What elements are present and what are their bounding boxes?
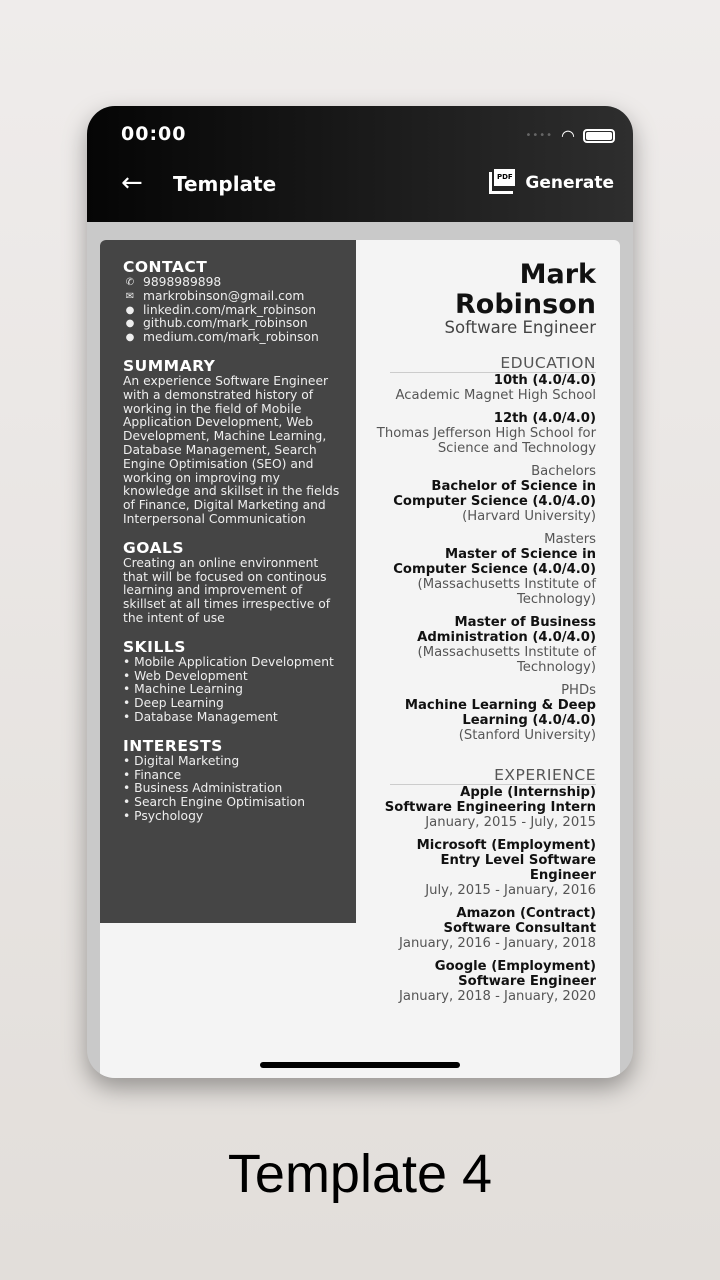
contact-heading: CONTACT bbox=[123, 258, 208, 276]
home-indicator bbox=[260, 1062, 460, 1068]
medium-icon: ● bbox=[125, 332, 135, 344]
education-entry bbox=[370, 532, 596, 607]
contact-text: medium.com/mark_robinson bbox=[143, 330, 319, 345]
education-degree: 10th (4.0/4.0) bbox=[493, 373, 596, 388]
experience-entry bbox=[370, 838, 596, 898]
experience-dates: January, 2016 - January, 2018 bbox=[398, 936, 596, 951]
signal-icon: •••• bbox=[525, 130, 554, 141]
experience-title: Software Engineering Intern bbox=[384, 800, 596, 815]
education-school: (Harvard University) bbox=[462, 509, 596, 524]
education-entry bbox=[370, 615, 596, 675]
experience-company: Microsoft (Employment) bbox=[416, 838, 596, 853]
experience-dates: July, 2015 - January, 2016 bbox=[425, 883, 596, 898]
generate-button[interactable] bbox=[489, 172, 614, 194]
goals-text: Creating an online environment that will be focused on continous learning and improvement of skillset at all times irrespective of the intent of use bbox=[123, 555, 331, 625]
generate-label: Generate bbox=[525, 173, 614, 193]
education-school: Academic Magnet High School bbox=[395, 388, 596, 403]
experience-title: Entry Level Software Engineer bbox=[440, 853, 596, 883]
skill-item: • Deep Learning bbox=[123, 696, 224, 711]
interest-item: • Finance bbox=[123, 767, 182, 782]
education-entry bbox=[370, 464, 596, 524]
education-degree: Machine Learning & Deep Learning (4.0/4.0) bbox=[404, 698, 596, 728]
interest-item: • Search Engine Optimisation bbox=[123, 795, 305, 810]
contact-text: linkedin.com/mark_robinson bbox=[143, 302, 317, 317]
resume-sidebar bbox=[100, 240, 356, 923]
contact-item bbox=[123, 290, 342, 304]
experience-entry bbox=[370, 959, 596, 1004]
contact-text: github.com/mark_robinson bbox=[143, 316, 308, 331]
resume-preview bbox=[100, 240, 620, 1078]
summary-text: An experience Software Engineer with a demonstrated history of working in the field of Mobile Application Development, Web Development, Machine Learning, Database Management, Search Engine Optimisation (SEO) and working on improving my knowledge and skillset in the fields of Finance, Digital Marketing and Interpersonal Communication bbox=[123, 373, 340, 526]
contact-item bbox=[123, 331, 342, 345]
contact-item bbox=[123, 276, 342, 290]
skills-heading: SKILLS bbox=[123, 637, 186, 656]
contact-text: markrobinson@gmail.com bbox=[143, 288, 305, 303]
last-name: Robinson bbox=[455, 289, 596, 320]
app-bar bbox=[87, 106, 633, 222]
first-name: Mark bbox=[519, 259, 596, 290]
status-time: 00:00 bbox=[121, 123, 187, 145]
template-caption: Template 4 bbox=[227, 1144, 493, 1204]
experience-company: Apple (Internship) bbox=[460, 785, 596, 800]
battery-icon bbox=[583, 129, 615, 143]
education-heading: EDUCATION bbox=[390, 355, 596, 373]
experience-dates: January, 2018 - January, 2020 bbox=[398, 989, 596, 1004]
pdf-icon: PDF bbox=[489, 172, 513, 194]
education-degree: Bachelor of Science in Computer Science (4.0/4.0) bbox=[393, 479, 596, 509]
skill-item: • Web Development bbox=[123, 668, 248, 683]
experience-dates: January, 2015 - July, 2015 bbox=[425, 815, 596, 830]
contact-text: 9898989898 bbox=[143, 275, 222, 289]
education-group: Bachelors bbox=[531, 464, 596, 479]
back-arrow-icon[interactable]: ← bbox=[121, 168, 143, 198]
skill-item: • Database Management bbox=[123, 709, 278, 724]
education-group: Masters bbox=[544, 532, 596, 547]
education-degree: Master of Science in Computer Science (4.0/4.0) bbox=[393, 547, 596, 577]
education-entry bbox=[370, 373, 596, 403]
job-role: Software Engineer bbox=[444, 318, 596, 337]
linkedin-icon: ● bbox=[125, 304, 135, 316]
contact-item bbox=[123, 317, 342, 331]
interest-item: • Business Administration bbox=[123, 781, 283, 796]
experience-title: Software Engineer bbox=[458, 974, 596, 989]
github-icon: ● bbox=[125, 318, 135, 330]
phone-icon: ✆ bbox=[125, 277, 135, 288]
resume-main bbox=[356, 240, 620, 1004]
goals-heading: GOALS bbox=[123, 538, 185, 557]
education-school: (Massachusetts Institute of Technology) bbox=[417, 645, 596, 675]
interest-item: • Digital Marketing bbox=[123, 753, 240, 768]
education-entry bbox=[370, 683, 596, 743]
education-degree: Master of Business Administration (4.0/4.0) bbox=[417, 615, 596, 645]
experience-heading: EXPERIENCE bbox=[390, 767, 596, 785]
experience-title: Software Consultant bbox=[443, 921, 596, 936]
education-entry bbox=[370, 411, 596, 456]
skill-item: • Mobile Application Development bbox=[123, 654, 334, 669]
skill-item: • Machine Learning bbox=[123, 682, 243, 697]
interests-heading: INTERESTS bbox=[123, 736, 223, 755]
wifi-icon: ◠ bbox=[561, 126, 575, 145]
page-title: Template bbox=[173, 172, 277, 196]
education-school: (Massachusetts Institute of Technology) bbox=[417, 577, 596, 607]
phone-frame bbox=[87, 106, 633, 1078]
summary-heading: SUMMARY bbox=[123, 356, 216, 375]
experience-company: Amazon (Contract) bbox=[456, 906, 596, 921]
education-school: Thomas Jefferson High School for Science and Technology bbox=[376, 426, 596, 456]
mail-icon: ✉ bbox=[125, 290, 135, 302]
education-group: PHDs bbox=[561, 683, 596, 698]
experience-entry bbox=[370, 906, 596, 951]
education-degree: 12th (4.0/4.0) bbox=[493, 411, 596, 426]
education-school: (Stanford University) bbox=[458, 728, 596, 743]
experience-company: Google (Employment) bbox=[434, 959, 596, 974]
contact-item bbox=[123, 304, 342, 318]
experience-entry bbox=[370, 785, 596, 830]
interest-item: • Psychology bbox=[123, 808, 204, 823]
status-icons bbox=[525, 126, 615, 145]
